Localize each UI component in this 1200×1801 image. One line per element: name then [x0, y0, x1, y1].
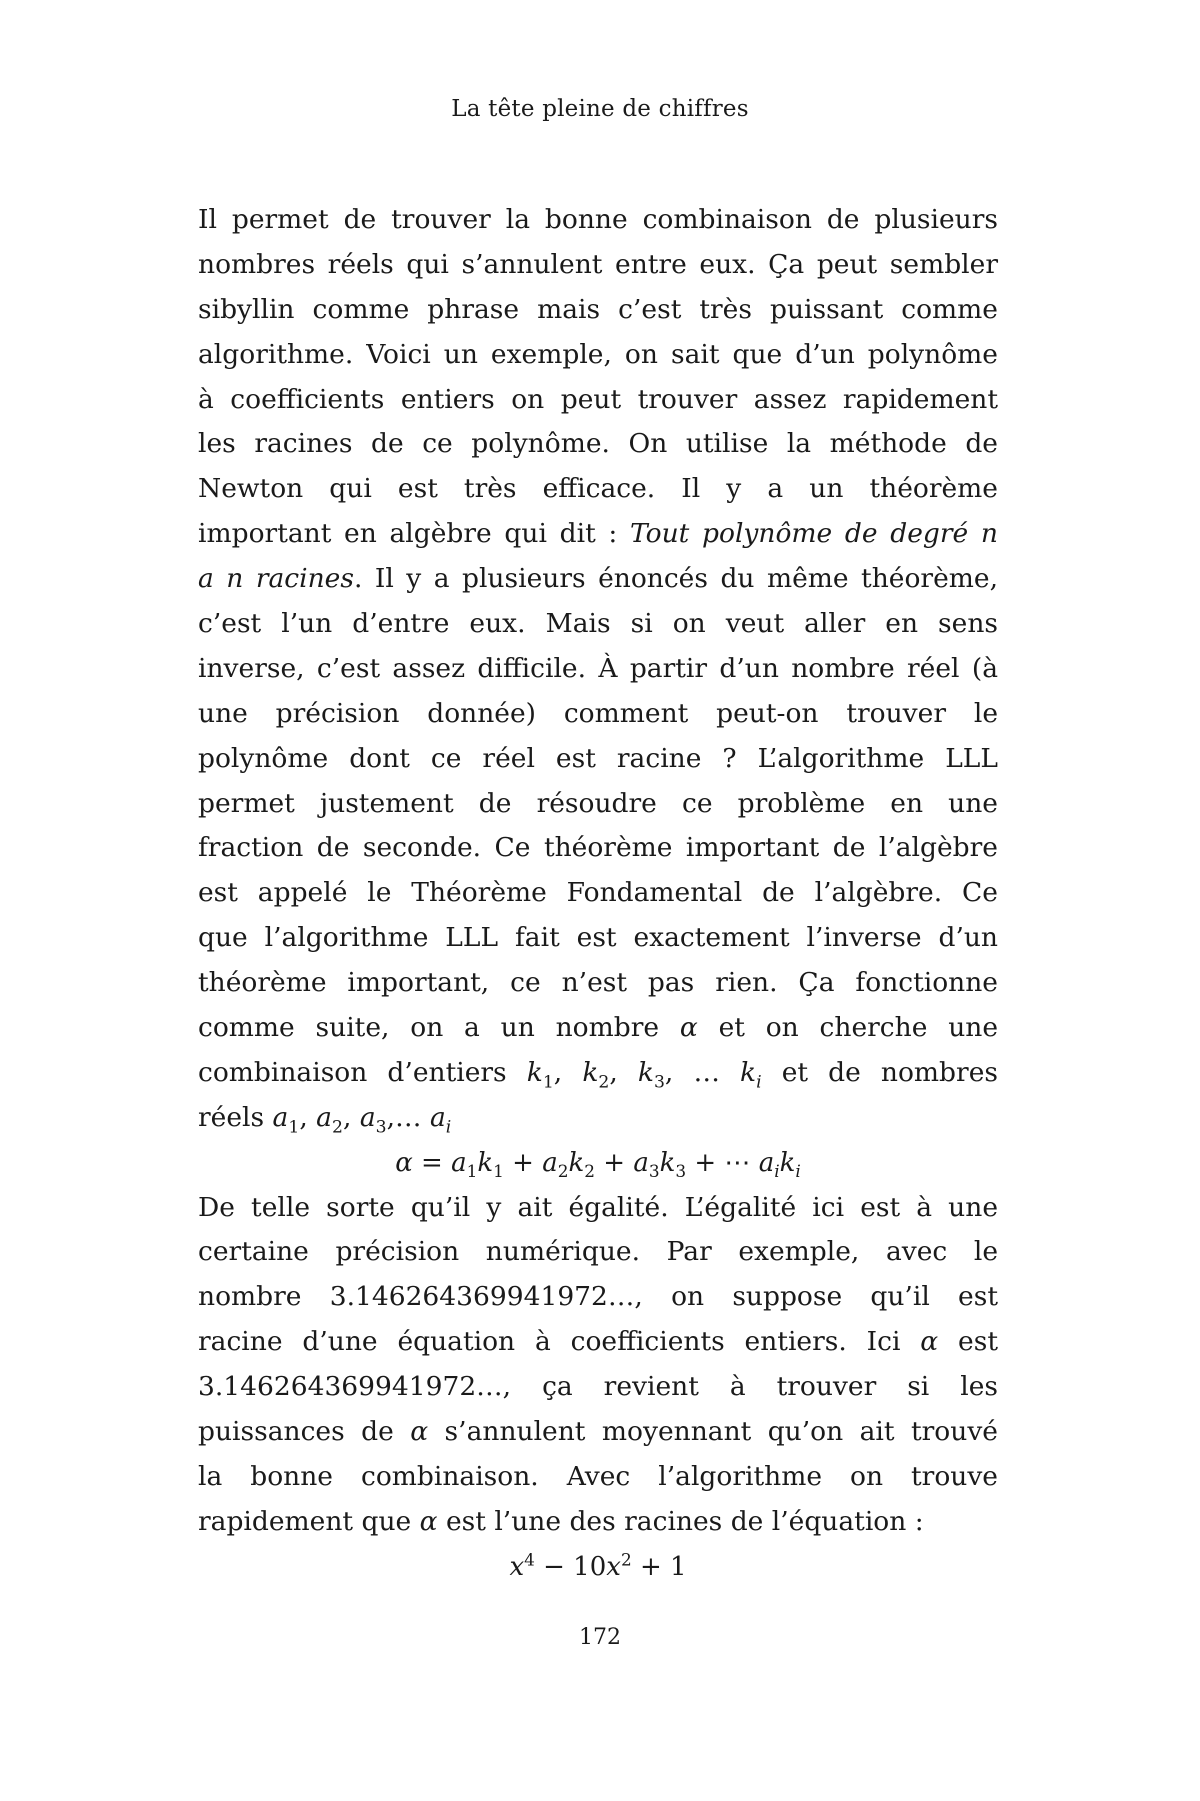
math-sub: 2	[557, 1160, 569, 1181]
text-line: 3.146264369941972…, ça revient à trouver si les	[198, 1371, 998, 1403]
math-var: x	[606, 1551, 621, 1582]
math-op: − 10	[534, 1551, 607, 1582]
text-segment: et on cherche une	[697, 1012, 999, 1044]
math-sub: 3	[675, 1160, 687, 1181]
text-line	[198, 1410, 998, 1455]
text-line: les racines de ce polynôme. On utilise la méthode de	[198, 428, 998, 460]
math-dots: …	[693, 1056, 741, 1088]
math-op: +	[594, 1147, 634, 1178]
math-sub: 2	[598, 1072, 610, 1093]
text-segment: réels	[198, 1101, 273, 1133]
text-line: que l’algorithme LLL fait est exactement l’inverse d’un	[198, 922, 998, 954]
math-sub: 3	[653, 1072, 665, 1093]
math-sub: 2	[584, 1160, 595, 1181]
text-segment: racine d’une équation à coefficients entiers. Ici	[198, 1326, 921, 1358]
text-segment: s’annulent moyennant qu’on ait trouvé	[428, 1416, 998, 1448]
text-line: permet justement de résoudre ce problème en une	[198, 787, 998, 819]
equation-polynomial	[198, 1545, 998, 1590]
text-line: inverse, c’est assez difficile. À partir d’un nombre réel (à	[198, 652, 998, 684]
math-sep: ,	[386, 1101, 396, 1133]
math-a-sequence	[272, 1101, 452, 1138]
math-var: a	[758, 1147, 775, 1178]
math-sep: ,	[342, 1101, 360, 1133]
math-alpha: α	[920, 1326, 939, 1358]
text-segment: important en algèbre qui dit :	[198, 518, 631, 550]
math-var: k	[526, 1056, 543, 1088]
math-alpha: α	[410, 1416, 429, 1448]
text-segment: puissances de	[198, 1416, 411, 1448]
text-line: De telle sorte qu’il y ait égalité. L’égalité ici est à une	[198, 1191, 998, 1223]
text-line: théorème important, ce n’est pas rien. Ça fonctionne	[198, 967, 998, 999]
text-segment: et de nombres	[761, 1056, 998, 1088]
math-sub: 1	[493, 1160, 504, 1181]
math-op: + ⋯	[686, 1147, 759, 1178]
math-sep: ,	[609, 1056, 638, 1088]
math-var: k	[779, 1147, 796, 1178]
text-line	[198, 1051, 998, 1096]
math-sub: 3	[648, 1160, 660, 1181]
math-var: k	[637, 1056, 654, 1088]
text-line	[198, 1320, 998, 1365]
text-line: algorithme. Voici un exemple, on sait que d’un polynôme	[198, 338, 998, 370]
text-segment: rapidement que	[198, 1505, 420, 1537]
text-line	[198, 512, 998, 557]
math-op: +	[503, 1147, 543, 1178]
text-line	[198, 557, 998, 602]
text-segment: . Il y a plusieurs énoncés du même théorème,	[353, 563, 998, 595]
math-var: a	[542, 1147, 558, 1178]
italic-quote: Tout polynôme de degré n	[630, 518, 998, 550]
text-line: est appelé le Théorème Fondamental de l’algèbre. Ce	[198, 877, 998, 909]
math-alpha: α	[419, 1505, 438, 1537]
math-sub: 3	[375, 1117, 387, 1138]
math-lhs: α =	[395, 1147, 452, 1178]
running-header: La tête pleine de chiffres	[451, 96, 749, 122]
math-var: x	[509, 1551, 525, 1582]
italic-quote: a n racines	[198, 563, 354, 595]
text-line: fraction de seconde. Ce théorème important de l’algèbre	[198, 832, 998, 864]
math-var: k	[582, 1056, 599, 1088]
math-var: a	[316, 1101, 332, 1133]
text-line: à coefficients entiers on peut trouver assez rapidement	[198, 383, 998, 415]
math-sep: ,	[664, 1056, 694, 1088]
math-var: k	[568, 1147, 585, 1178]
math-sub: 1	[542, 1072, 554, 1093]
math-var: k	[740, 1056, 757, 1088]
text-line: polynôme dont ce réel est racine ? L’algorithme LLL	[198, 742, 998, 774]
math-var: a	[359, 1101, 376, 1133]
text-segment: est l’une des racines de l’équation :	[437, 1505, 924, 1537]
math-var: a	[429, 1101, 446, 1133]
math-sep: ,	[299, 1101, 317, 1133]
body-text	[198, 198, 998, 1590]
text-line: Newton qui est très efficace. Il y a un théorème	[198, 473, 998, 505]
math-var: a	[633, 1147, 649, 1178]
text-line: sibyllin comme phrase mais c’est très puissant comme	[198, 293, 998, 325]
math-k-sequence	[526, 1056, 762, 1093]
math-var: k	[477, 1147, 494, 1178]
math-sub: i	[756, 1072, 762, 1093]
text-line: nombre 3.146264369941972…, on suppose qu’il est	[198, 1281, 998, 1313]
math-sub: i	[445, 1117, 452, 1138]
math-sub: 1	[466, 1160, 478, 1181]
text-line	[198, 1500, 998, 1545]
math-op: + 1	[631, 1551, 687, 1582]
text-line: la bonne combinaison. Avec l’algorithme on trouve	[198, 1460, 998, 1492]
math-sep: ,	[553, 1056, 583, 1088]
math-alpha: α	[679, 1012, 698, 1044]
math-var: k	[659, 1147, 676, 1178]
math-sup: 2	[620, 1549, 632, 1570]
math-sub: 2	[331, 1117, 343, 1138]
text-segment: est	[938, 1326, 998, 1358]
text-line: certaine précision numérique. Par exemple, avec le	[198, 1236, 998, 1268]
equation-linear-combination	[198, 1141, 998, 1186]
text-line: nombres réels qui s’annulent entre eux. Ça peut sembler	[198, 248, 998, 280]
text-line: une précision donnée) comment peut-on trouver le	[198, 697, 998, 729]
text-line: Il permet de trouver la bonne combinaison de plusieurs	[198, 204, 998, 235]
math-dots: …	[395, 1101, 430, 1133]
math-sub: 1	[288, 1117, 300, 1138]
math-sub: i	[795, 1160, 801, 1181]
text-line	[198, 1006, 998, 1051]
math-var: a	[272, 1101, 289, 1133]
math-sup: 4	[524, 1549, 535, 1570]
text-line	[198, 1096, 998, 1141]
page-number: 172	[579, 1625, 621, 1650]
text-segment: comme suite, on a un nombre	[198, 1012, 680, 1044]
math-var: a	[451, 1147, 467, 1178]
text-line: c’est l’un d’entre eux. Mais si on veut aller en sens	[198, 608, 998, 640]
math-sub: i	[774, 1160, 780, 1181]
text-segment: combinaison d’entiers	[198, 1056, 527, 1088]
